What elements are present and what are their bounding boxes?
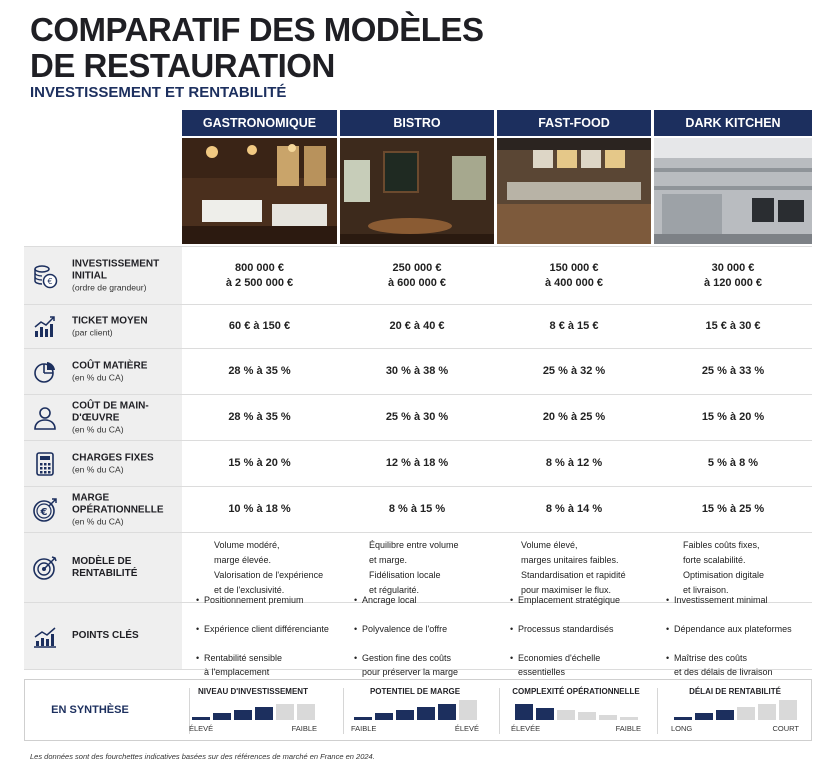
cell-bistro: 20 € à 40 € <box>389 320 445 332</box>
title-line-1: COMPARATIF DES MODÈLES <box>30 11 484 48</box>
row-investissement <box>24 246 812 304</box>
row-cout-matiere <box>24 348 812 394</box>
gauge-bar <box>396 710 414 720</box>
gauge-bar <box>192 717 210 720</box>
photo-fast-food <box>497 138 651 244</box>
gauge-investissement <box>177 680 329 740</box>
row-title: POINTS CLÉS <box>72 630 139 641</box>
divider <box>657 688 658 734</box>
cell-gastronomique: 10 % à 18 % <box>228 503 291 515</box>
cell-fast-food <box>510 594 650 677</box>
list-item: • Positionnement premium <box>196 593 329 608</box>
gauge-bar <box>354 717 372 720</box>
row-subtitle: (en % du CA) <box>72 424 124 434</box>
cell-fast-food: 8 % à 14 % <box>545 503 603 515</box>
euro-target-icon <box>32 497 58 523</box>
coins-icon <box>32 263 58 289</box>
gauge-title: COMPLEXITÉ OPÉRATIONNELLE <box>512 687 640 696</box>
footnote: Les données sont des fourchettes indicatives basées sur des références de marché en France en 2024. <box>30 752 375 761</box>
key-points-list <box>666 578 792 694</box>
gauge-bar <box>536 708 554 720</box>
row-marge-operationnelle <box>24 486 812 532</box>
row-points-cles <box>24 594 812 677</box>
gauge-left-label: ÉLEVÉE <box>511 724 541 733</box>
synthesis-label: EN SYNTHÈSE <box>51 704 129 716</box>
gauge-bars <box>351 698 479 720</box>
gauge-complexite <box>499 680 653 740</box>
gauge-bars <box>189 698 317 720</box>
gauge-title: NIVEAU D'INVESTISSEMENT <box>198 687 308 696</box>
gauge-bar <box>737 707 755 720</box>
gauge-bars <box>671 698 799 720</box>
gauge-title: DÉLAI DE RENTABILITÉ <box>689 687 781 696</box>
cell-dark-kitchen: 25 % à 33 % <box>701 365 765 377</box>
cell-fast-food: 25 % à 32 % <box>542 365 606 377</box>
cell-bistro: 250 000 € à 600 000 € <box>387 261 447 289</box>
row-ticket-moyen <box>24 304 812 348</box>
calculator-icon <box>32 451 58 477</box>
cell-bistro <box>354 594 494 677</box>
row-title: INVESTISSEMENT INITIAL <box>72 258 160 281</box>
gauge-bar <box>716 710 734 720</box>
row-label <box>24 441 182 486</box>
gauge-bar <box>599 715 617 721</box>
row-cout-main-oeuvre <box>24 394 812 440</box>
gauge-bar <box>695 713 713 720</box>
gauge-right-label: COURT <box>772 724 799 733</box>
gauge-bars <box>511 698 641 720</box>
cell-fast-food: 8 € à 15 € <box>549 320 599 332</box>
cell-dark-kitchen: 30 000 € à 120 000 € <box>703 261 763 289</box>
cell-dark-kitchen: 15 % à 25 % <box>701 503 765 515</box>
list-item: • Economies d'échelle essentielles <box>510 651 620 680</box>
target-icon <box>32 555 58 581</box>
chart-up-icon <box>32 314 58 340</box>
gauge-bar <box>557 710 575 720</box>
cell-bistro: 12 % à 18 % <box>385 457 449 469</box>
photo-bistro <box>340 138 494 244</box>
gauge-bar <box>674 717 692 720</box>
cell-gastronomique <box>196 594 336 677</box>
cell-gastronomique: 28 % à 35 % <box>228 411 291 423</box>
gauge-left-label: FAIBLE <box>351 724 377 733</box>
row-title: MODÈLE DE RENTABILITÉ <box>72 555 138 579</box>
row-title: TICKET MOYEN <box>72 315 148 326</box>
gauge-left-label: LONG <box>671 724 693 733</box>
cell-bistro: 25 % à 30 % <box>385 411 449 423</box>
gauge-bar <box>255 707 273 720</box>
title-line-2: DE RESTAURATION <box>30 47 335 84</box>
svg-text:€: € <box>47 276 53 286</box>
cell-fast-food: Volume élevé, marges unitaires faibles. Standardisation et rapidité pour maximiser le flux. <box>521 539 626 595</box>
row-subtitle: (en % du CA) <box>72 516 124 526</box>
row-subtitle: (ordre de grandeur) <box>72 282 147 292</box>
column-header-gastronomique: GASTRONOMIQUE <box>182 110 337 136</box>
gauge-bar <box>417 707 435 720</box>
page-title <box>30 12 483 84</box>
gauge-bar <box>276 704 294 721</box>
svg-text:€: € <box>40 506 48 518</box>
list-item: • Ancrage local <box>354 593 458 608</box>
photo-dark-kitchen <box>654 138 812 244</box>
gauge-right-label: FAIBLE <box>615 724 641 733</box>
cell-dark-kitchen: Faibles coûts fixes, forte scalabilité. Optimisation digitale et livraison. <box>683 539 765 595</box>
row-title: CHARGES FIXES <box>72 452 154 463</box>
list-item: • Gestion fine des coûts pour préserver la marge <box>354 651 458 680</box>
cell-gastronomique: 28 % à 35 % <box>228 365 291 377</box>
cell-bistro: 8 % à 15 % <box>388 503 446 515</box>
gauge-bar <box>779 700 797 720</box>
row-title: COÛT DE MAIN-D'ŒUVRE <box>72 400 149 423</box>
list-item: • Polyvalence de l'offre <box>354 622 458 637</box>
gauge-right-label: FAIBLE <box>291 724 317 733</box>
row-subtitle: (par client) <box>72 327 113 337</box>
row-title: COÛT MATIÈRE <box>72 360 148 371</box>
row-charges-fixes <box>24 440 812 486</box>
gauge-title: POTENTIEL DE MARGE <box>369 687 461 696</box>
cell-gastronomique: 800 000 € à 2 500 000 € <box>225 261 294 289</box>
key-points-list <box>196 578 329 694</box>
row-label <box>24 533 182 602</box>
pie-chart-icon <box>32 359 58 385</box>
column-header-dark-kitchen: DARK KITCHEN <box>654 110 812 136</box>
cell-dark-kitchen: 15 € à 30 € <box>705 320 761 332</box>
cell-fast-food: 150 000 € à 400 000 € <box>544 261 604 289</box>
gauge-left-label: ÉLEVÉ <box>189 724 214 733</box>
cell-bistro: Équilibre entre volume et marge. Fidélisation locale et régularité. <box>369 539 459 595</box>
cell-fast-food: 8 % à 12 % <box>545 457 603 469</box>
gauge-right-label: ÉLEVÉ <box>454 724 479 733</box>
gauge-bar <box>297 704 315 721</box>
gauge-bar <box>620 717 638 720</box>
cell-gastronomique: Volume modéré, marge élevée. Valorisation de l'expérience et de l'exclusivité. <box>214 539 324 595</box>
row-subtitle: (en % du CA) <box>72 464 124 474</box>
gauge-bar <box>375 713 393 720</box>
gauge-bar <box>758 704 776 721</box>
row-label <box>24 349 182 394</box>
gauge-bar <box>578 712 596 720</box>
cell-dark-kitchen: 5 % à 8 % <box>707 457 759 469</box>
gauge-marge <box>339 680 491 740</box>
cell-gastronomique: 15 % à 20 % <box>228 457 291 469</box>
photo-gastronomique <box>182 138 337 244</box>
row-label <box>24 305 182 348</box>
gauge-delai <box>659 680 811 740</box>
list-item: • Expérience client différenciante <box>196 622 329 637</box>
cell-bistro: 30 % à 38 % <box>385 365 449 377</box>
gauge-bar <box>515 704 533 721</box>
row-label <box>24 395 182 440</box>
cell-gastronomique: 60 € à 150 € <box>228 320 291 332</box>
growth-chart-icon <box>32 623 58 649</box>
row-title: MARGE OPÉRATIONNELLE <box>72 492 164 515</box>
row-label <box>24 603 182 669</box>
page-subtitle: INVESTISSEMENT ET RENTABILITÉ <box>30 84 287 101</box>
row-label <box>24 247 182 304</box>
cell-dark-kitchen <box>666 594 812 677</box>
cell-dark-kitchen: 15 % à 20 % <box>701 411 765 423</box>
cell-fast-food: 20 % à 25 % <box>542 411 606 423</box>
list-item: • Dépendance aux plateformes <box>666 622 792 637</box>
gauge-bar <box>459 700 477 720</box>
column-header-bistro: BISTRO <box>340 110 494 136</box>
key-points-list <box>510 578 620 694</box>
list-item: • Processus standardisés <box>510 622 620 637</box>
list-item: • Investissement minimal <box>666 593 792 608</box>
synthesis-panel <box>24 679 812 741</box>
gauge-bar <box>234 710 252 720</box>
key-points-list <box>354 578 458 694</box>
gauge-bar <box>213 713 231 720</box>
gauge-bar <box>438 704 456 721</box>
list-item: • Rentabilité sensible à l'emplacement <box>196 651 329 680</box>
column-header-fast-food: FAST-FOOD <box>497 110 651 136</box>
list-item: • Maîtrise des coûts et des délais de livraison <box>666 651 792 680</box>
row-subtitle: (en % du CA) <box>72 372 124 382</box>
row-label <box>24 487 182 532</box>
person-icon <box>32 405 58 431</box>
list-item: • Emplacement stratégique <box>510 593 620 608</box>
